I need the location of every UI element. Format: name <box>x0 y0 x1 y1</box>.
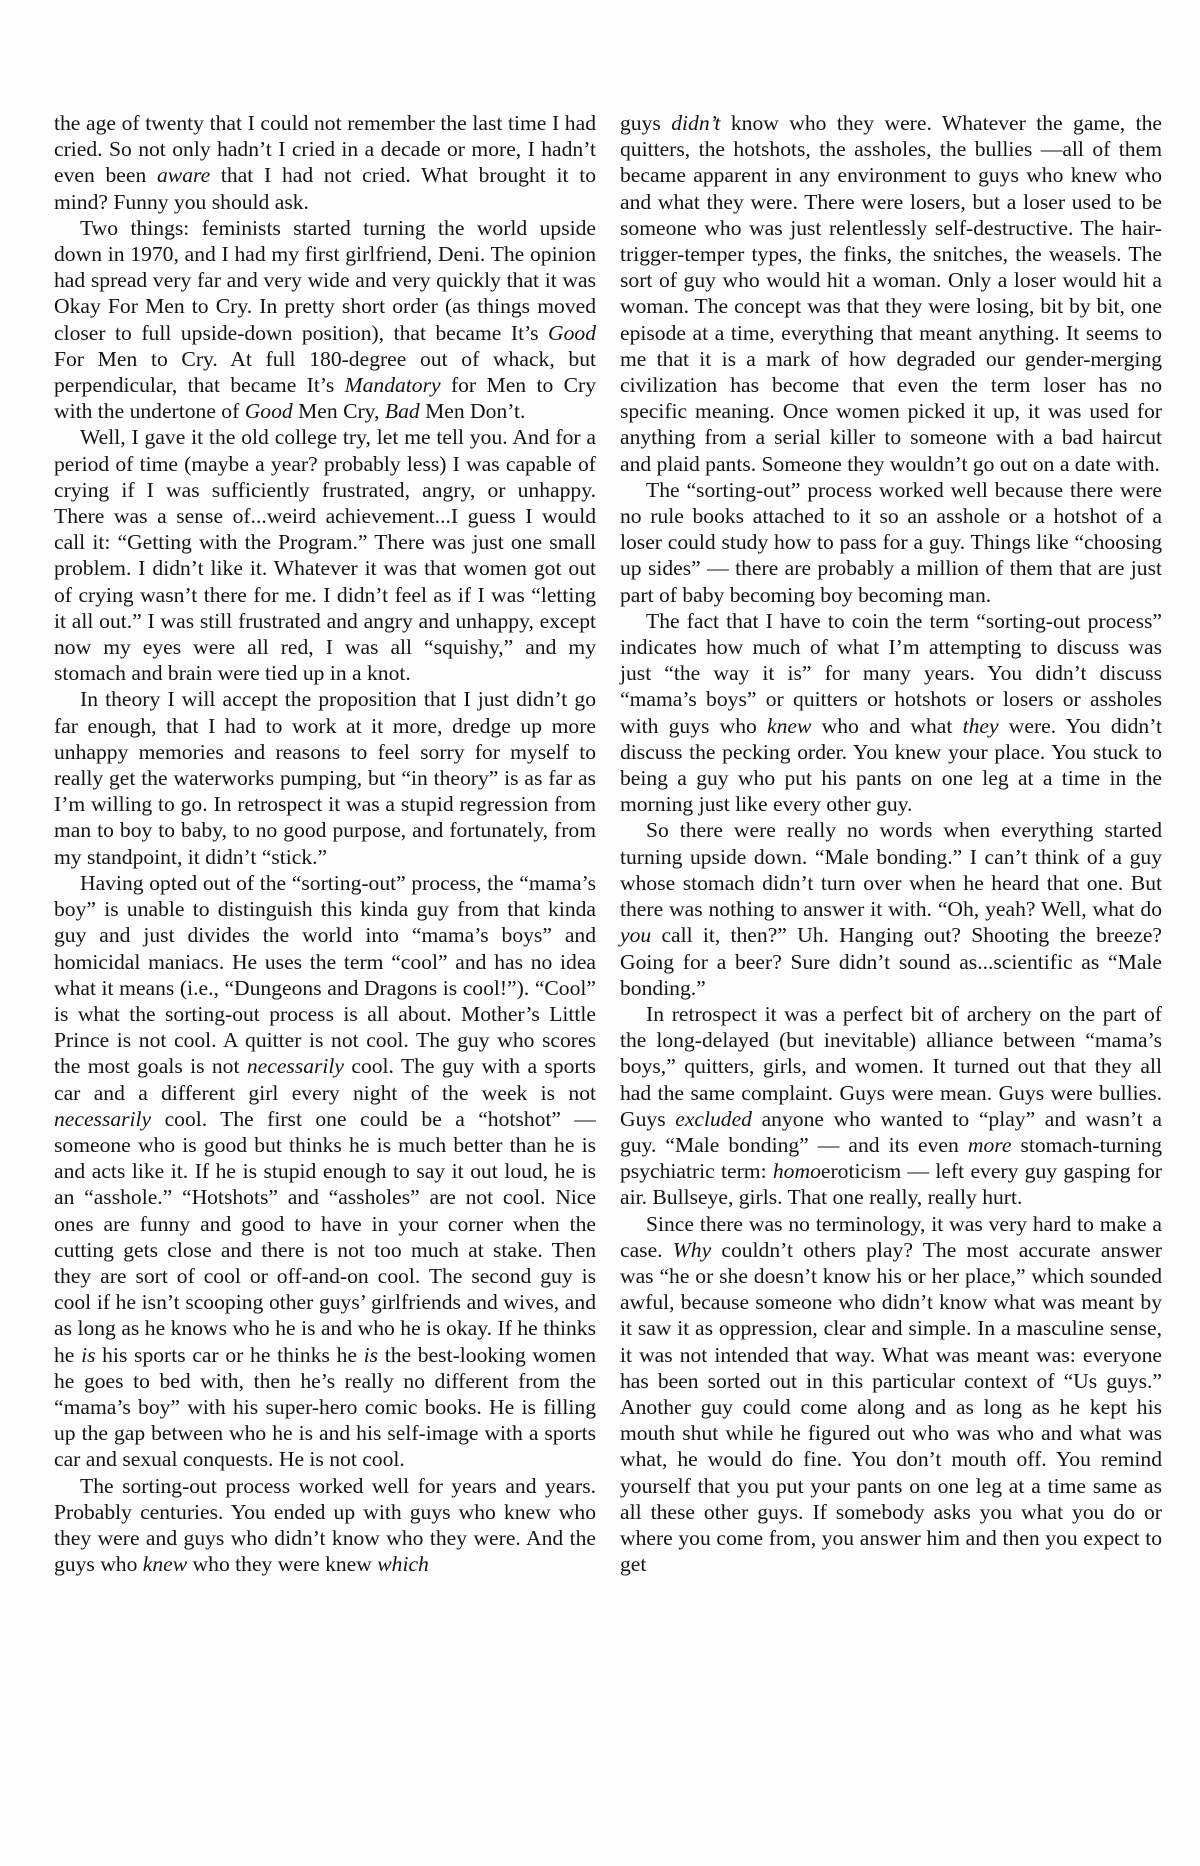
paragraph <box>54 110 596 215</box>
italic-text: necessarily <box>54 1106 152 1131</box>
text-run: The fact that I have to coin the term “sorting-out process” indicates how much of what I’m attempting to discuss was just “the way it is” for many years. You didn’t discuss “mama’s boys” or quitters or hotshots or losers or assholes with guys who <box>620 608 1162 738</box>
text-run: Having opted out of the “sorting-out” process, the “mama’s boy” is unable to distinguish this kinda guy from that kinda guy and just divides the world into “mama’s boys” and homicidal maniacs. He uses the term “cool” and has no idea what it means (i.e., “Dungeons and Dragons is cool!”). “Cool” is what the sorting-out process is all about. Mother’s Little Prince is not cool. A quitter is not cool. The guy who scores the most goals is not <box>54 870 596 1079</box>
text-run: who and what <box>811 713 963 738</box>
paragraph <box>620 817 1162 1000</box>
paragraph <box>620 477 1162 608</box>
text-run: The “sorting-out” process worked well because there were no rule books attached to it so an asshole or a hotshot of a loser could study how to pass for a guy. Things like “choosing up sides” — there are probably a million of them that are just part of baby becoming boy becoming man. <box>620 477 1162 607</box>
text-run: In theory I will accept the proposition that I just didn’t go far enough, that I had to work at it more, dredge up more unhappy memories and reasons to feel sorry for myself to really get the waterworks pumping, but “in theory” is as far as I’m willing to go. In retrospect it was a stupid regression from man to boy to baby, to no good purpose, and fortunately, from my standpoint, it didn’t “stick.” <box>54 687 596 869</box>
italic-text: homo <box>772 1159 821 1184</box>
text-run: Men Cry, <box>292 399 385 424</box>
italic-text: knew <box>142 1552 188 1577</box>
text-run: the best-looking women he goes to bed with, then he’s really no different from the “mama’s boy” with his super-hero comic books. He is filling up the gap between who he is and his self-image with a sports car and sexual conquests. He is not cool. <box>54 1342 597 1472</box>
italic-text: Why <box>672 1237 712 1262</box>
text-run: who they were knew <box>187 1552 378 1577</box>
italic-text: necessarily <box>246 1054 344 1079</box>
italic-text: which <box>377 1552 429 1577</box>
italic-text: more <box>967 1132 1012 1157</box>
text-run: eroticism — left every guy gasping for air. Bullseye, girls. That one really, really hurt. <box>620 1159 1162 1210</box>
text-run: guys <box>620 111 672 135</box>
text-run: The sorting-out process worked well for years and years. Probably centuries. You ended up with guys who knew who they were and guys who didn’t know who they were. And the guys who <box>54 1473 596 1577</box>
text-run: know who they were. Whatever the game, the quitters, the hotshots, the assholes, the bullies —all of them became apparent in any environment to guys who knew who and what they were. There were losers, but a loser used to be someone who was just relentlessly self-destructive. The hair-trigger-temper types, the finks, the snitches, the weasels. The sort of guy who would hit a woman. Only a loser would hit a woman. The concept was that they were losing, bit by bit, one episode at a time, everything that meant anything. It seems to me that it is a mark of how degraded our gender-merging civilization has become that even the term loser has no specific meaning. Once women picked it up, it was used for anything from a serial killer to someone with a bad haircut and plaid pants. Someone they wouldn’t go out on a date with. <box>620 111 1162 476</box>
text-run: So there were really no words when everything started turning upside down. “Male bonding.” I can’t think of a guy whose stomach didn’t turn over when he heard that one. But there was nothing to answer it with. “Oh, yeah? Well, what do <box>620 818 1162 922</box>
italic-text: knew <box>767 713 812 738</box>
right-text-column <box>620 110 1162 1577</box>
text-run: Two things: feminists started turning the world upside down in 1970, and I had my first girlfriend, Deni. The opinion had spread very far and very wide and very quickly that it was Okay For Men to Cry. In pretty short order (as things moved closer to full upside-down position), that became It’s <box>54 215 596 345</box>
text-run: anyone who wanted to “play” and wasn’t a guy. “Male bonding” — and its even <box>620 1106 1163 1157</box>
italic-text: Good <box>548 320 596 345</box>
italic-text: didn’t <box>671 111 721 135</box>
paragraph <box>620 1001 1162 1211</box>
italic-text: Mandatory <box>344 373 441 398</box>
italic-text: you <box>620 923 652 948</box>
italic-text: Bad <box>384 399 420 424</box>
paragraph <box>54 686 596 869</box>
italic-text: excluded <box>675 1106 752 1131</box>
text-run: stomach-turning psychiatric term: <box>620 1132 1162 1184</box>
text-run: Well, I gave it the old college try, let me tell you. And for a period of time (maybe a year? probably less) I was capable of crying if I was sufficiently frustrated, angry, or unhappy. There was a sense of...weird achievement...I guess I would call it: “Getting with the Program.” There was just one small problem. I didn’t like it. Whatever it was that women got out of crying wasn’t there for me. I didn’t feel as if I was “letting it all out.” I was still frustrated and angry and unhappy, except now my eyes were all red, I was all “squishy,” and my stomach and brain were tied up in a knot. <box>54 425 596 686</box>
paragraph <box>54 424 596 686</box>
text-run: were. You didn’t discuss the pecking order. You knew your place. You stuck to being a guy who put his pants on one leg at a time in the morning just like every other guy. <box>620 713 1163 817</box>
text-run: In retrospect it was a perfect bit of archery on the part of the long-delayed (but inevitable) alliance between “mama’s boys,” quitters, girls, and women. It turned out that they all had the same complaint. Guys were mean. Guys were bullies. Guys <box>620 1001 1162 1131</box>
paragraph <box>620 110 1162 477</box>
italic-text: is <box>363 1342 379 1367</box>
text-run: his sports car or he thinks he <box>95 1342 364 1367</box>
paragraph <box>620 1211 1162 1578</box>
text-run: couldn’t others play? The most accurate answer was “he or she doesn’t know his or her place,” which sounded awful, because someone who didn’t know what was meant by it saw it as oppression, clear and simple. In a masculine sense, it was not intended that way. What was meant was: everyone has been sorted out in this particular context of “Us guys.” Another guy could come along and as long as he kept his mouth shut while he figured out who was who and what was what, he would do fine. You don’t mouth off. You remind yourself that you put your pants on one leg at a time same as all these other guys. If somebody asks you what you do or where you come from, you answer him and then you expect to get <box>620 1237 1162 1577</box>
text-run: that I had not cried. What brought it to mind? Funny you should ask. <box>54 163 597 214</box>
text-run: the age of twenty that I could not remember the last time I had cried. So not only hadn’t I cried in a decade or more, I hadn’t even been <box>54 111 596 188</box>
italic-text: is <box>81 1342 96 1367</box>
italic-text: Good <box>244 399 293 424</box>
text-run: For Men to Cry. At full 180-degree out of whack, but perpendicular, that became It’s <box>54 346 596 398</box>
paragraph <box>54 870 596 1473</box>
italic-text: aware <box>157 163 211 188</box>
left-text-column <box>54 110 596 1577</box>
paragraph <box>54 215 596 425</box>
paragraph <box>620 608 1162 818</box>
text-run: cool. The first one could be a “hotshot” — someone who is good but thinks he is much better than he is and acts like it. If he is stupid enough to say it out loud, he is an “asshole.” “Hotshots” and “assholes” are not cool. Nice ones are funny and good to have in your corner when the cutting gets close and there is not too much at stake. Then they are sort of cool or off-and-on cool. The second guy is cool if he isn’t scooping other guys’ girlfriends and wives, and as long as he knows who he is and who he is okay. If he thinks he <box>54 1106 596 1367</box>
paragraph <box>54 1473 596 1578</box>
text-run: Since there was no terminology, it was very hard to make a case. <box>620 1211 1162 1262</box>
text-run: cool. The guy with a sports car and a different girl every night of the week is not <box>54 1054 596 1105</box>
italic-text: they <box>962 713 999 738</box>
text-run: for Men to Cry with the undertone of <box>54 373 596 424</box>
text-run: Men Don’t. <box>419 399 526 424</box>
text-run: call it, then?” Uh. Hanging out? Shooting the breeze? Going for a beer? Sure didn’t sound as...scientific as “Male bonding.” <box>620 923 1162 1000</box>
